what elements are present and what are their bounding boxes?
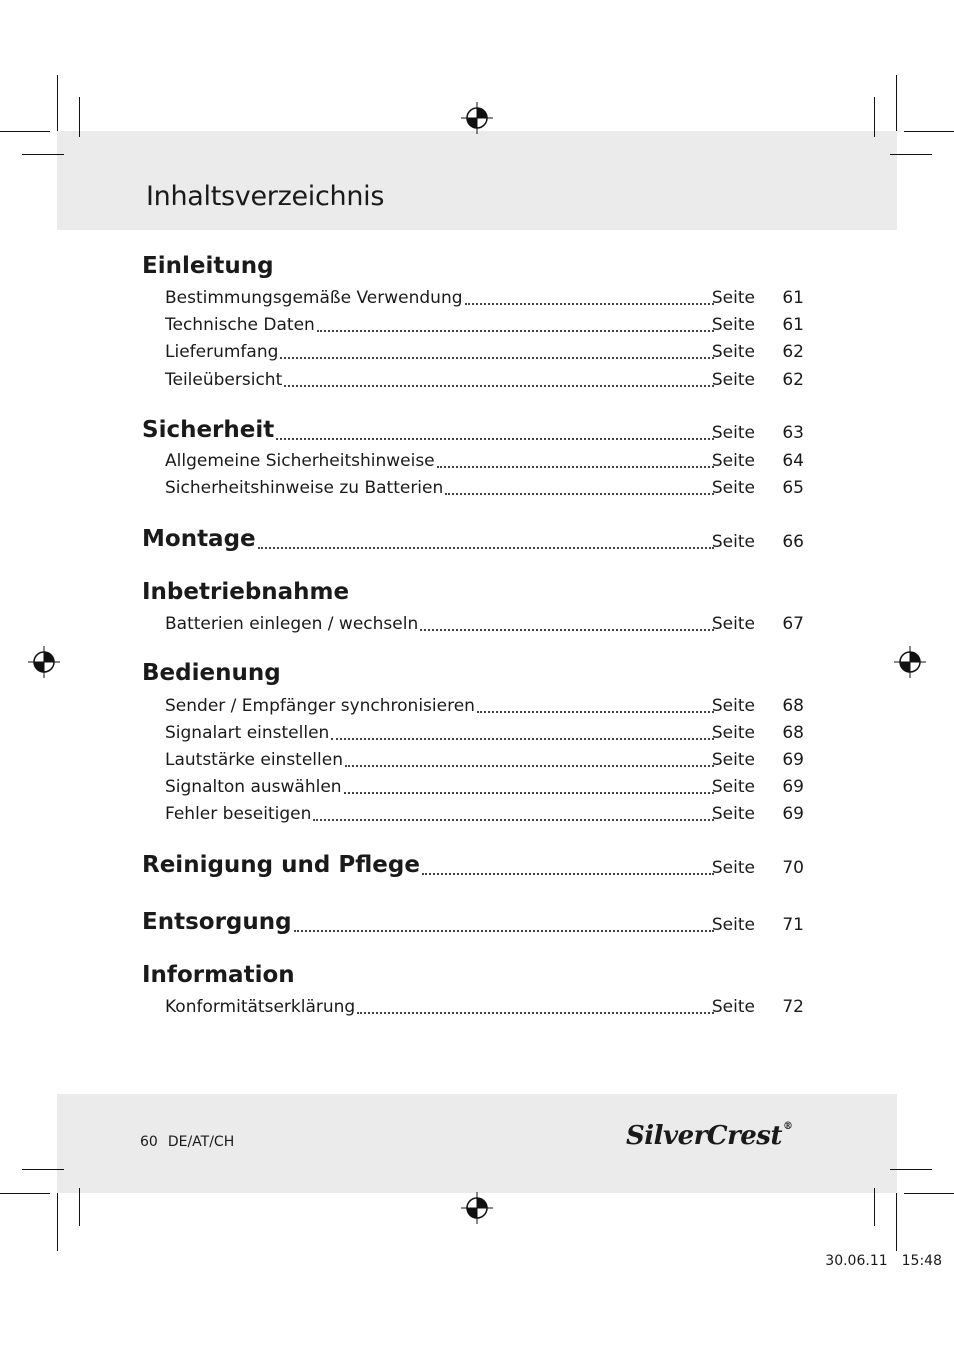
seite-label: Seite	[711, 370, 755, 390]
dot-leader	[420, 627, 714, 631]
toc-section-heading	[0, 852, 954, 882]
dot-leader	[331, 736, 714, 740]
seite-label: Seite	[711, 423, 755, 443]
toc-entry	[0, 608, 954, 638]
toc-entry-title: Lautstärke einstellen	[165, 750, 343, 770]
dot-leader	[294, 928, 714, 932]
seite-label: Seite	[711, 288, 755, 308]
toc-section-heading	[0, 909, 954, 939]
seite-label: Seite	[711, 451, 755, 471]
toc-entry-title: Konformitätserklärung	[165, 997, 356, 1017]
toc-page-number: 70	[782, 858, 804, 878]
toc-section-heading	[0, 253, 954, 283]
toc-entry	[0, 336, 954, 366]
toc-entry	[0, 364, 954, 394]
seite-label: Seite	[711, 777, 755, 797]
toc-page-number: 68	[782, 723, 804, 743]
seite-label: Seite	[711, 858, 755, 878]
toc-entry-title: Bestimmungsgemäße Verwendung	[165, 288, 463, 308]
toc-section-heading	[0, 660, 954, 690]
toc-page-number: 62	[782, 342, 804, 362]
toc-entry	[0, 798, 954, 828]
toc-page-number: 65	[782, 478, 804, 498]
toc-section-heading	[0, 417, 954, 447]
print-timestamp	[825, 1253, 942, 1269]
toc-entry-title: Lieferumfang	[165, 342, 279, 362]
toc-entry	[0, 991, 954, 1021]
toc-page-number: 68	[782, 696, 804, 716]
dot-leader	[280, 355, 714, 359]
seite-label: Seite	[711, 696, 755, 716]
toc-page-number: 72	[782, 997, 804, 1017]
toc-section-heading	[0, 526, 954, 556]
toc-entry-title: Montage	[142, 526, 256, 552]
toc-entry-title: Bedienung	[142, 660, 281, 686]
toc-section-heading	[0, 579, 954, 609]
dot-leader	[422, 871, 714, 875]
seite-label: Seite	[711, 997, 755, 1017]
toc-entry-title: Sender / Empfänger synchronisieren	[165, 696, 475, 716]
toc-page-number: 69	[782, 804, 804, 824]
toc-entry-title: Sicherheit	[142, 417, 275, 443]
seite-label: Seite	[711, 342, 755, 362]
toc-entry-title: Sicherheitshinweise zu Batterien	[165, 478, 444, 498]
dot-leader	[284, 383, 714, 387]
dot-leader	[357, 1010, 714, 1014]
toc-page-number: 67	[782, 614, 804, 634]
dot-leader	[317, 328, 714, 332]
registration-mark-icon	[461, 1192, 493, 1224]
dot-leader	[313, 817, 714, 821]
brand-logo: SilverCrest®	[626, 1121, 793, 1151]
seite-label: Seite	[711, 723, 755, 743]
print-time: 15:48	[901, 1253, 942, 1269]
dot-leader	[345, 763, 714, 767]
page-title: Inhaltsverzeichnis	[146, 181, 385, 212]
toc-entry	[0, 717, 954, 747]
toc-section-heading	[0, 962, 954, 992]
dot-leader	[276, 436, 714, 440]
toc-page-number: 61	[782, 288, 804, 308]
toc-entry	[0, 771, 954, 801]
footer-page-info	[140, 1134, 234, 1150]
toc-entry	[0, 445, 954, 475]
seite-label: Seite	[711, 478, 755, 498]
toc-entry-title: Inbetriebnahme	[142, 579, 350, 605]
toc-page-number: 69	[782, 750, 804, 770]
seite-label: Seite	[711, 915, 755, 935]
region-code: DE/AT/CH	[167, 1134, 235, 1150]
dot-leader	[465, 301, 714, 305]
toc-entry-title: Information	[142, 962, 295, 988]
dot-leader	[445, 491, 714, 495]
dot-leader	[258, 545, 714, 549]
toc-entry	[0, 282, 954, 312]
toc-entry	[0, 309, 954, 339]
toc-entry-title: Signalton auswählen	[165, 777, 342, 797]
toc-page-number: 69	[782, 777, 804, 797]
toc-entry-title: Batterien einlegen / wechseln	[165, 614, 419, 634]
toc-page-number: 66	[782, 532, 804, 552]
seite-label: Seite	[711, 750, 755, 770]
toc-entry	[0, 744, 954, 774]
seite-label: Seite	[711, 532, 755, 552]
page-number: 60	[140, 1134, 158, 1150]
toc-entry	[0, 690, 954, 720]
toc-entry-title: Fehler beseitigen	[165, 804, 312, 824]
seite-label: Seite	[711, 315, 755, 335]
toc-entry-title: Einleitung	[142, 253, 274, 279]
toc-entry-title: Signalart einstellen	[165, 723, 330, 743]
toc-page-number: 64	[782, 451, 804, 471]
dot-leader	[344, 790, 714, 794]
print-date: 30.06.11	[825, 1253, 888, 1269]
toc-page-number: 63	[782, 423, 804, 443]
seite-label: Seite	[711, 614, 755, 634]
toc-entry-title: Teileübersicht	[165, 370, 283, 390]
dot-leader	[437, 464, 714, 468]
toc-entry-title: Allgemeine Sicherheitshinweise	[165, 451, 435, 471]
toc-entry-title: Technische Daten	[165, 315, 315, 335]
toc-page-number: 62	[782, 370, 804, 390]
toc-entry-title: Entsorgung	[142, 909, 292, 935]
toc-entry-title: Reinigung und Pflege	[142, 852, 420, 878]
dot-leader	[477, 709, 714, 713]
toc-entry	[0, 472, 954, 502]
toc-page-number: 71	[782, 915, 804, 935]
seite-label: Seite	[711, 804, 755, 824]
toc-page-number: 61	[782, 315, 804, 335]
